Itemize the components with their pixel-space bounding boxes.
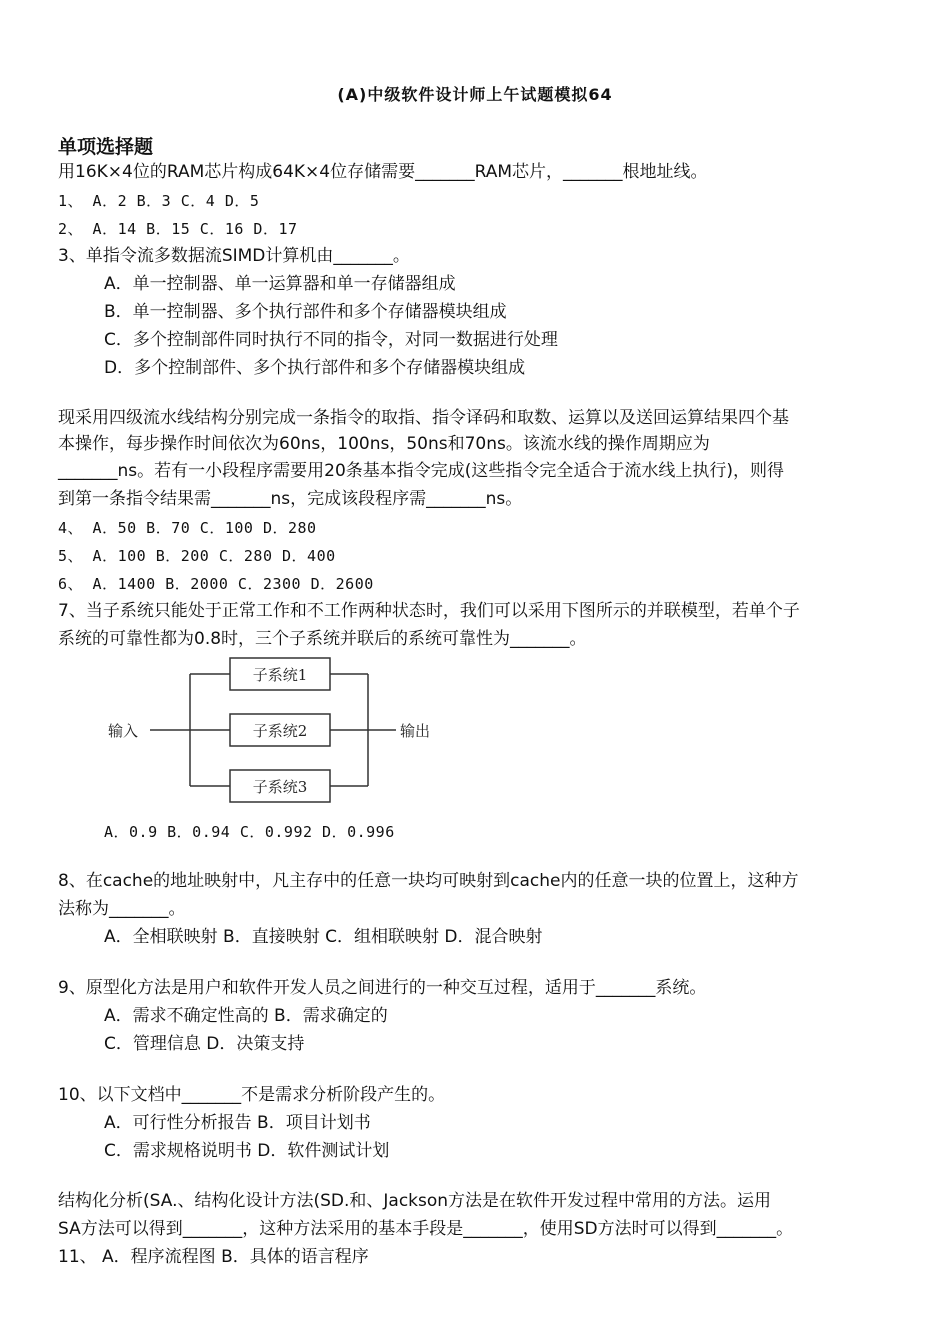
input-label: 输入 <box>108 722 139 740</box>
question-7-line-2: 系统的可靠性都为0.8时，三个子系统并联后的系统可靠性为_______。 <box>58 629 587 649</box>
answer-row-7: A．0.9 B．0.94 C．0.992 D．0.996 <box>104 823 395 841</box>
answer-row-9b: C．管理信息 D．决策支持 <box>104 1034 305 1054</box>
option-3c: C．多个控制部件同时执行不同的指令，对同一数据进行处理 <box>104 330 558 350</box>
pipeline-text-2: 本操作，每步操作时间依次为60ns，100ns，50ns和70ns。该流水线的操作周期应为 <box>58 434 710 454</box>
question-7-line-1: 7、当子系统只能处于正常工作和不工作两种状态时，我们可以采用下图所示的并联模型，若单个子 <box>58 601 800 621</box>
question-3: 3、单指令流多数据流SIMD计算机由_______。 <box>58 246 410 266</box>
answer-row-10a: A．可行性分析报告 B．项目计划书 <box>104 1113 371 1133</box>
parallel-diagram-svg <box>100 650 460 810</box>
answer-row-10b: C．需求规格说明书 D．软件测试计划 <box>104 1141 390 1161</box>
structured-text-1: 结构化分析(SA.、结构化设计方法(SD.和、Jackson方法是在软件开发过程中常用的方法。运用 <box>58 1191 772 1211</box>
subsystem-2-label: 子系统2 <box>252 722 308 740</box>
question-10: 10、以下文档中_______不是需求分析阶段产生的。 <box>58 1085 446 1105</box>
answer-row-11: 11、 A．程序流程图 B．具体的语言程序 <box>58 1247 369 1267</box>
option-3d: D．多个控制部件、多个执行部件和多个存储器模块组成 <box>104 358 526 378</box>
question-8-line-2: 法称为_______。 <box>58 899 186 919</box>
subsystem-1-label: 子系统1 <box>252 666 308 684</box>
output-label: 输出 <box>400 722 431 740</box>
section-heading: 单项选择题 <box>58 136 154 158</box>
parallel-model-diagram <box>100 650 460 814</box>
option-3a: A．单一控制器、单一运算器和单一存储器组成 <box>104 274 456 294</box>
answer-row-4: 4、 A．50 B．70 C．100 D．280 <box>58 519 317 537</box>
structured-text-2: SA方法可以得到_______，这种方法采用的基本手段是_______，使用SD方法时可以得到_______。 <box>58 1219 794 1239</box>
pipeline-text-3: _______ns。若有一小段程序需要用20条基本指令完成(这些指令完全适合于流水线上执行)，则得 <box>58 461 785 481</box>
option-3b: B．单一控制器、多个执行部件和多个存储器模块组成 <box>104 302 507 322</box>
pipeline-text-4: 到第一条指令结果需_______ns，完成该段程序需_______ns。 <box>58 489 523 509</box>
answer-row-9a: A．需求不确定性高的 B．需求确定的 <box>104 1006 388 1026</box>
answer-row-6: 6、 A．1400 B．2000 C．2300 D．2600 <box>58 575 374 593</box>
question-intro-1: 用16K×4位的RAM芯片构成64K×4位存储需要_______RAM芯片，_______根地址线。 <box>58 162 708 182</box>
question-8-line-1: 8、在cache的地址映射中，凡主存中的任意一块均可映射到cache内的任意一块的位置上，这种方 <box>58 871 799 891</box>
answer-row-2: 2、 A．14 B．15 C．16 D．17 <box>58 220 298 238</box>
pipeline-text-1: 现采用四级流水线结构分别完成一条指令的取指、指令译码和取数、运算以及送回运算结果四个基 <box>58 408 789 428</box>
answer-row-5: 5、 A．100 B．200 C．280 D．400 <box>58 547 336 565</box>
page-title: (A)中级软件设计师上午试题模拟64 <box>337 85 613 104</box>
answer-row-8: A．全相联映射 B．直接映射 C．组相联映射 D．混合映射 <box>104 927 543 947</box>
subsystem-3-label: 子系统3 <box>252 778 308 796</box>
answer-row-1: 1、 A．2 B．3 C．4 D．5 <box>58 192 260 210</box>
question-9: 9、原型化方法是用户和软件开发人员之间进行的一种交互过程，适用于_______系统。 <box>58 978 707 998</box>
